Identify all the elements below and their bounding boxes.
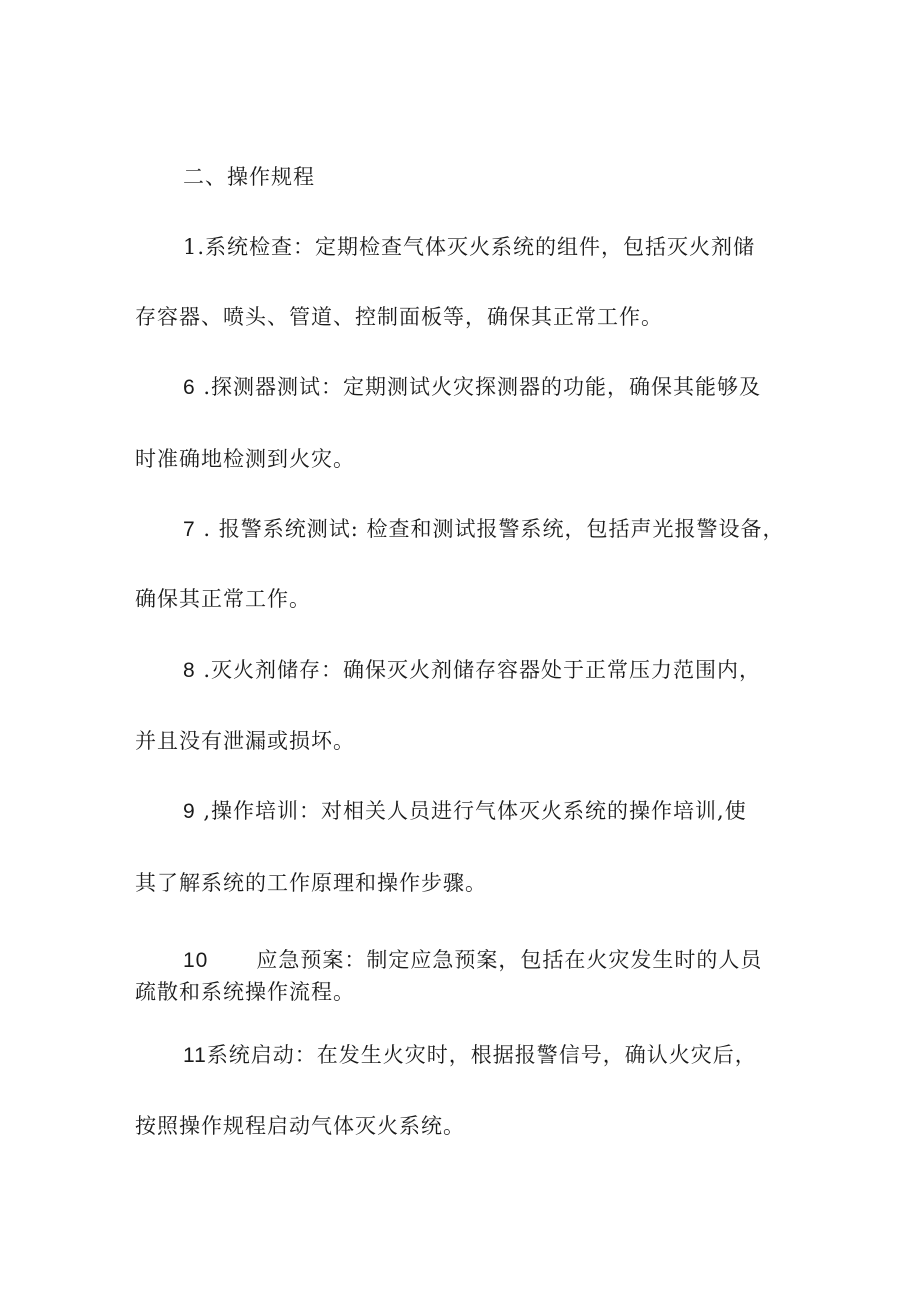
item-6-line-2: 时准确地检测到火灾。 [135, 447, 355, 471]
item-7-text: . 报警系统测试: 检查和测试报警系统，包括声光报警设备， [203, 517, 785, 541]
item-9-text: ,操作培训：对相关人员进行气体灭火系统的操作培训,使 [203, 799, 747, 823]
item-1-text: 系统检查：定期检查气体灭火系统的组件，包括灭火剂储 [205, 235, 756, 259]
section-heading: 二、操作规程 [183, 165, 315, 189]
item-11-line-2: 按照操作规程启动气体灭火系统。 [135, 1114, 465, 1138]
item-11-number: 11 [183, 1044, 207, 1067]
item-9-line-1 [183, 796, 747, 827]
item-10-line-1 [183, 945, 762, 976]
item-8-line-1 [183, 655, 761, 686]
item-7-line-2: 确保其正常工作。 [135, 587, 311, 611]
item-9-line-2: 其了解系统的工作原理和操作步骤。 [135, 871, 487, 895]
item-9-number: 9 [183, 800, 196, 823]
item-8-number: 8 [183, 659, 196, 682]
item-11-text: 系统启动：在发生火灾时，根据报警信号，确认火灾后， [206, 1043, 757, 1067]
item-11-line-1 [183, 1040, 757, 1071]
item-7-line-1 [183, 514, 784, 545]
item-10-number: 10 [183, 949, 209, 972]
item-10-text: 应急预案：制定应急预案，包括在火灾发生时的人员 [256, 948, 763, 972]
item-10-line-2: 疏散和系统操作流程。 [135, 980, 355, 1004]
item-1-line-2: 存容器、喷头、管道、控制面板等，确保其正常工作。 [135, 305, 663, 329]
item-6-text: .探测器测试：定期测试火灾探测器的功能，确保其能够及 [203, 375, 762, 399]
item-7-number: 7 [183, 518, 196, 541]
item-1-number: 1. [183, 235, 206, 259]
item-8-line-2: 并且没有泄漏或损坏。 [135, 729, 355, 753]
item-8-text: .灭火剂储存：确保灭火剂储存容器处于正常压力范围内， [203, 658, 762, 682]
item-6-number: 6 [183, 376, 196, 399]
item-6-line-1 [183, 372, 761, 403]
item-1-line-1 [183, 232, 755, 262]
